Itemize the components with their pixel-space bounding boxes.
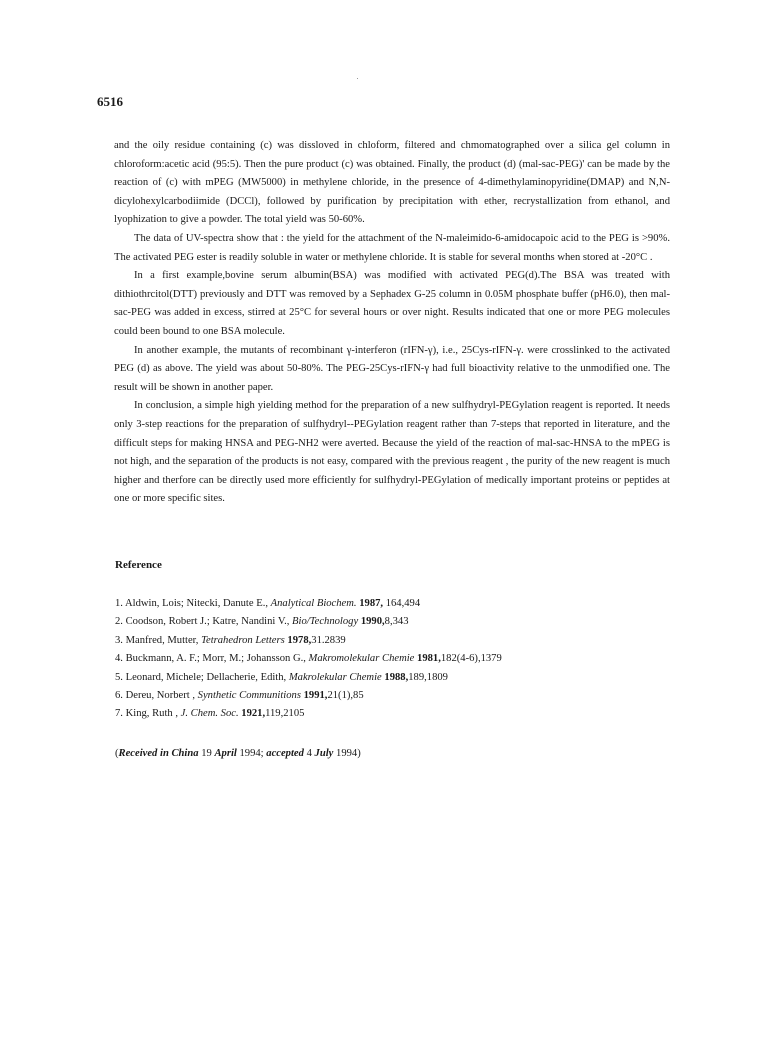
- reference-heading: Reference: [115, 559, 162, 571]
- reference-item: 2. Coodson, Robert J.; Katre, Nandini V., Bio/Technology 1990,8,343: [115, 616, 409, 628]
- paragraph-bsa-example: In a first example,bovine serum albumin(BSA) was modified with activated PEG(d).The BSA was treated with dithiothrcitol(DTT) previously and DTT was removed by a Sephadex G-25 column in 0.05M phosphate buffer (pH6.0), then mal-sac-PEG was added in excess, stirred at 25°C for several hours or over night. Results indicated that one or more PEG molecules could been bound to one BSA molecule.: [114, 270, 670, 337]
- received-note: (Received in China 19 April 1994; accepted 4 July 1994): [115, 748, 361, 759]
- body-text: [114, 137, 670, 509]
- paragraph-continuation: and the oily residue containing (c) was dissloved in chloform, filtered and chmomatographed over a silica gel column in chloroform:acetic acid (95:5). Then the pure product (c) was obtained. Finally, the product (d) (mal-sac-PEG)' can be made by the reaction of (c) with mPEG (MW5000) in methylene chloride, in the presence of 4-dimethylaminopyridine(DMAP) and N,N-dicylohexylcarbodiimide (DCCl), followed by purification by precipitation with ether, recrystallization from ethanol, and lyophization to give a powder. The total yield was 50-60%.: [114, 140, 670, 226]
- accepted-label: accepted: [266, 748, 304, 759]
- scan-speck: [357, 78, 358, 79]
- reference-item: 1. Aldwin, Lois; Nitecki, Danute E., Analytical Biochem. 1987, 164,494: [115, 598, 421, 609]
- page-number: 6516: [97, 94, 123, 109]
- paragraph-uv-spectra: The data of UV-spectra show that : the yield for the attachment of the N-maleimido-6-amidocapoic acid to the PEG is >90%. The activated PEG ester is readily soluble in water or methylene chloride. It is stable for several months when stored at -20°C .: [114, 232, 670, 263]
- reference-item: 6. Dereu, Norbert , Synthetic Communitions 1991,21(1),85: [115, 690, 364, 702]
- reference-item: 4. Buckmann, A. F.; Morr, M.; Johansson G., Makromolekular Chemie 1981,182(4-6),1379: [115, 653, 502, 665]
- paragraph-interferon-example: In another example, the mutants of recombinant γ-interferon (rIFN-γ), i.e., 25Cys-rIFN-γ. were crosslinked to the activated PEG (d) as above. The yield was about 50-80%. The PEG-25Cys-rIFN-γ had full bioactivity relative to the unmodified one. The result will be shown in another paper.: [114, 344, 670, 393]
- paragraph-conclusion: In conclusion, a simple high yielding method for the preparation of a new sulfhydryl-PEGylation reagent is reported. It needs only 3-step reactions for the preparation of sulfhydryl--PEGylation reagent rather than 7-steps that reported in literature, and the difficult steps for making HNSA and PEG-NH2 were averted. Because the yield of the reaction of mal-sac-HNSA to the mPEG is not high, and the separation of the products is not easy, compared with the previous reagent , the purity of the new reagent is much higher and therfore can be directly used more efficiently for sulfhydryl-PEGylation of medically important proteins or peptides at one or more specific sites.: [114, 400, 670, 505]
- reference-list: [115, 595, 675, 724]
- reference-item: 7. King, Ruth , J. Chem. Soc. 1921,119,2105: [115, 708, 305, 720]
- received-label: Received in China: [118, 748, 199, 759]
- reference-item: 5. Leonard, Michele; Dellacherie, Edith, Makrolekular Chemie 1988,189,1809: [115, 671, 448, 683]
- reference-item: 3. Manfred, Mutter, Tetrahedron Letters 1978,31.2839: [115, 634, 346, 646]
